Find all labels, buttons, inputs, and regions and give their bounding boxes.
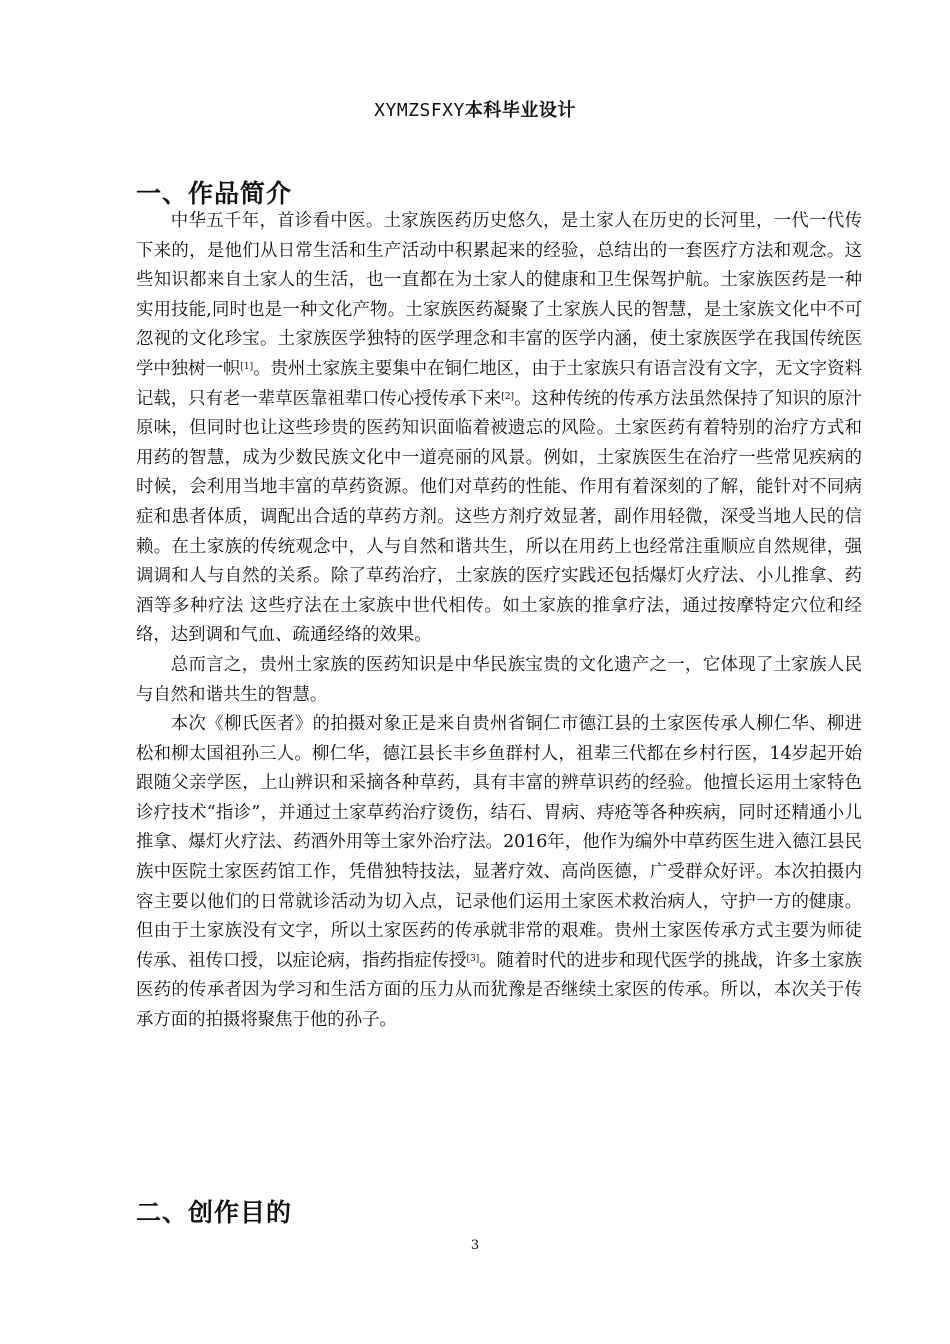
running-header [0,96,950,122]
paragraph-1 [136,207,862,651]
paragraph-1-text-a: 中华五千年，首诊看中医。土家族医药历史悠久，是土家人在历史的长河里，一代一代传下来的，是他们从日常生活和生产活动中积累起来的经验，总结出的一套医疗方法和观念。这些知识都来自土家人的生活，也一直都在为土家人的健康和卫生保驾护航。土家族医药是一种实用技能,同时也是一种文化产物。土家族医药凝聚了土家族人民的智慧，是土家族文化中不可忽视的文化珍宝。土家族医学独特的医学理念和丰富的医学内涵，使土家族医学在我国传统医学中独树一帜 [136,211,862,379]
section-heading-introduction: 一、作品简介 [136,179,293,208]
header-title: 本科毕业设计 [464,100,576,121]
section-body-introduction [136,207,862,1036]
paragraph-3-text-b: 。随着时代的进步和现代医学的挑战，许多土家族医药的传承者因为学习和生活方面的压力从而犹豫是否继续土家医的传承。所以，本次关于传承方面的拍摄将聚焦于他的孙子。 [136,950,862,1031]
paragraph-2 [136,651,862,710]
citation-2: [2] [501,391,515,402]
paragraph-1-text-c: 。这种传统的传承方法虽然保持了知识的原汁原味，但同时也让这些珍贵的医药知识面临着被遗忘的风险。土家医药有着特别的治疗方式和用药的智慧，成为少数民族文化中一道亮丽的风景。例如，土家族医生在治疗一些常见疾病的时候，会利用当地丰富的草药资源。他们对草药的性能、作用有着深刻的了解，能针对不同病症和患者体质，调配出合适的草药方剂。这些方剂疗效显著，副作用轻微，深受当地人民的信赖。在土家族的传统观念中，人与自然和谐共生，所以在用药上也经常注重顺应自然规律，强调调和人与自然的关系。除了草药治疗，土家族的医疗实践还包括爆灯火疗法、小儿推拿、药酒等多种疗法 这些疗法在土家族中世代相传。如土家族的推拿疗法，通过按摩特定穴位和经络，达到调和气血、疏通经络的效果。 [136,388,862,646]
paragraph-1-text-b: 。贵州土家族主要集中在铜仁地区，由于土家族只有语言没有文字，无文字资料记载，只有老一辈草医靠祖辈口传心授传承下来 [136,358,862,409]
paragraph-3 [136,710,862,1036]
paragraph-2-text: 总而言之，贵州土家族的医药知识是中华民族宝贵的文化遗产之一，它体现了土家族人民与自然和谐共生的智慧。 [136,654,862,705]
header-school-code: XYMZSFXY [374,100,465,121]
section-heading-purpose: 二、创作目的 [136,1198,293,1227]
paragraph-3-text-a: 本次《柳氏医者》的拍摄对象正是来自贵州省铜仁市德江县的土家医传承人柳仁华、柳进松和柳太国祖孙三人。柳仁华，德江县长丰乡鱼群村人，祖辈三代都在乡村行医，14岁起开始跟随父亲学医，上山辨识和采摘各种草药，具有丰富的辨草识药的经验。他擅长运用土家特色诊疗技术“指诊”，并通过土家草药治疗烫伤，结石、胃病、痔疮等各种疾病，同时还精通小儿推拿、爆灯火疗法、药酒外用等土家外治疗法。2016年，他作为编外中草药医生进入德江县民族中医院土家医药馆工作，凭借独特技法，显著疗效、高尚医德，广受群众好评。本次拍摄内容主要以他们的日常就诊活动为切入点，记录他们运用土家医术救治病人，守护一方的健康。但由于土家族没有文字，所以土家医药的传承就非常的艰难。贵州土家医传承方式主要为师徒传承、祖传口授，以症论病，指药指症传授 [136,714,862,971]
citation-3: [3] [466,953,480,964]
page-number: 3 [470,1238,480,1253]
citation-1: [1] [240,361,254,372]
